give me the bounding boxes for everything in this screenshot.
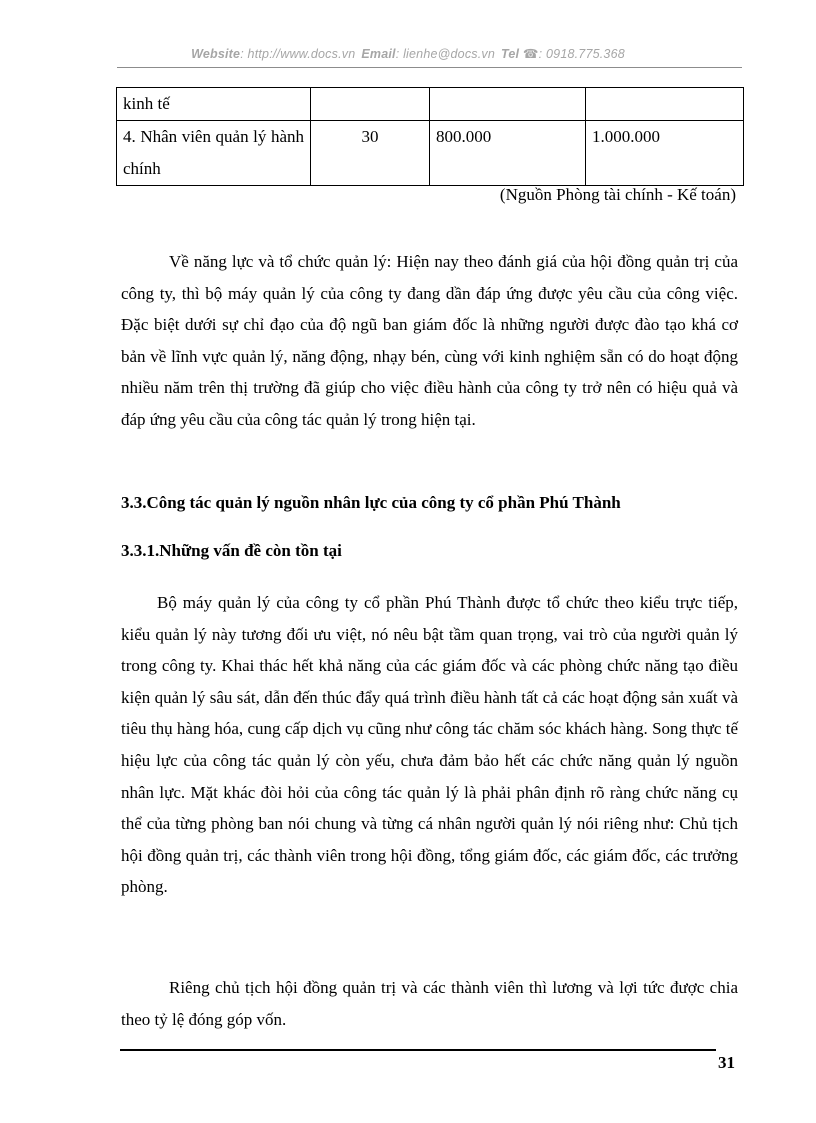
table-cell: [586, 88, 744, 121]
page-header: [0, 46, 816, 61]
website-value: : http://www.docs.vn: [240, 47, 356, 61]
table-cell: [311, 88, 430, 121]
table-cell: 4. Nhân viên quản lý hành chính: [117, 121, 311, 186]
table-cell: [430, 88, 586, 121]
tel-label: Tel: [501, 47, 520, 61]
header-divider: [117, 67, 742, 68]
email-value: : lienhe@docs.vn: [395, 47, 496, 61]
table-cell: 30: [311, 121, 430, 186]
email-label: Email: [361, 47, 396, 61]
section-heading-3-3: 3.3.Công tác quản lý nguồn nhân lực của công ty cổ phần Phú Thành: [121, 493, 621, 512]
table-source-note: (Nguồn Phòng tài chính - Kế toán): [499, 185, 736, 204]
table-row: [117, 88, 744, 121]
phone-icon: ☎: [519, 47, 539, 61]
table-row: [117, 121, 744, 186]
table-cell: 800.000: [430, 121, 586, 186]
salary-table: [116, 87, 744, 186]
table-cell: kinh tế: [117, 88, 311, 121]
page-number: 31: [718, 1053, 735, 1072]
paragraph-issues: Bộ máy quản lý của công ty cổ phần Phú Thành được tổ chức theo kiểu trực tiếp, kiểu quản lý này tương đối ưu việt, nó nêu bật tầm quan trọng, vai trò của người quản lý trong công ty. Khai thác hết khả năng của các giám đốc và các phòng chức năng tạo điều kiện quản lý sâu sát, dẫn đến thúc đẩy quá trình điều hành tất cả các hoạt động sản xuất và tiêu thụ hàng hóa, cung cấp dịch vụ cũng như công tác chăm sóc khách hàng. Song thực tế hiệu lực của công tác quản lý còn yếu, chưa đảm bảo hết các chức năng quản lý nguồn nhân lực. Mặt khác đòi hỏi của công tác quản lý là phải phân định rõ ràng chức năng cụ thể của từng phòng ban nói chung và từng cá nhân người quản lý nói riêng như: Chủ tịch hội đồng quản trị, các thành viên trong hội đồng, tổng giám đốc, các giám đốc, các trưởng phòng.: [121, 593, 738, 897]
website-label: Website: [191, 47, 241, 61]
tel-value: : 0918.775.368: [538, 47, 625, 61]
footer-divider: [120, 1049, 716, 1051]
subsection-heading-3-3-1: 3.3.1.Những vấn đề còn tồn tại: [121, 541, 342, 560]
table-cell: 1.000.000: [586, 121, 744, 186]
paragraph-capacity: Về năng lực và tổ chức quản lý: Hiện nay theo đánh giá của hội đồng quản trị của công ty, thì bộ máy quản lý của công ty đang dần đáp ứng được yêu cầu của công việc. Đặc biệt dưới sự chỉ đạo của độ ngũ ban giám đốc là những người được đào tạo khá cơ bản về lĩnh vực quản lý, năng động, nhạy bén, cùng với kinh nghiệm sẵn có do hoạt động nhiều năm trên thị trường đã giúp cho việc điều hành của công ty trở nên có hiệu quả và đáp ứng yêu cầu của công tác quản lý trong hiện tại.: [121, 252, 738, 429]
paragraph-chairman: Riêng chủ tịch hội đồng quản trị và các thành viên thì lương và lợi tức được chia theo tỷ lệ đóng góp vốn.: [121, 978, 738, 1029]
